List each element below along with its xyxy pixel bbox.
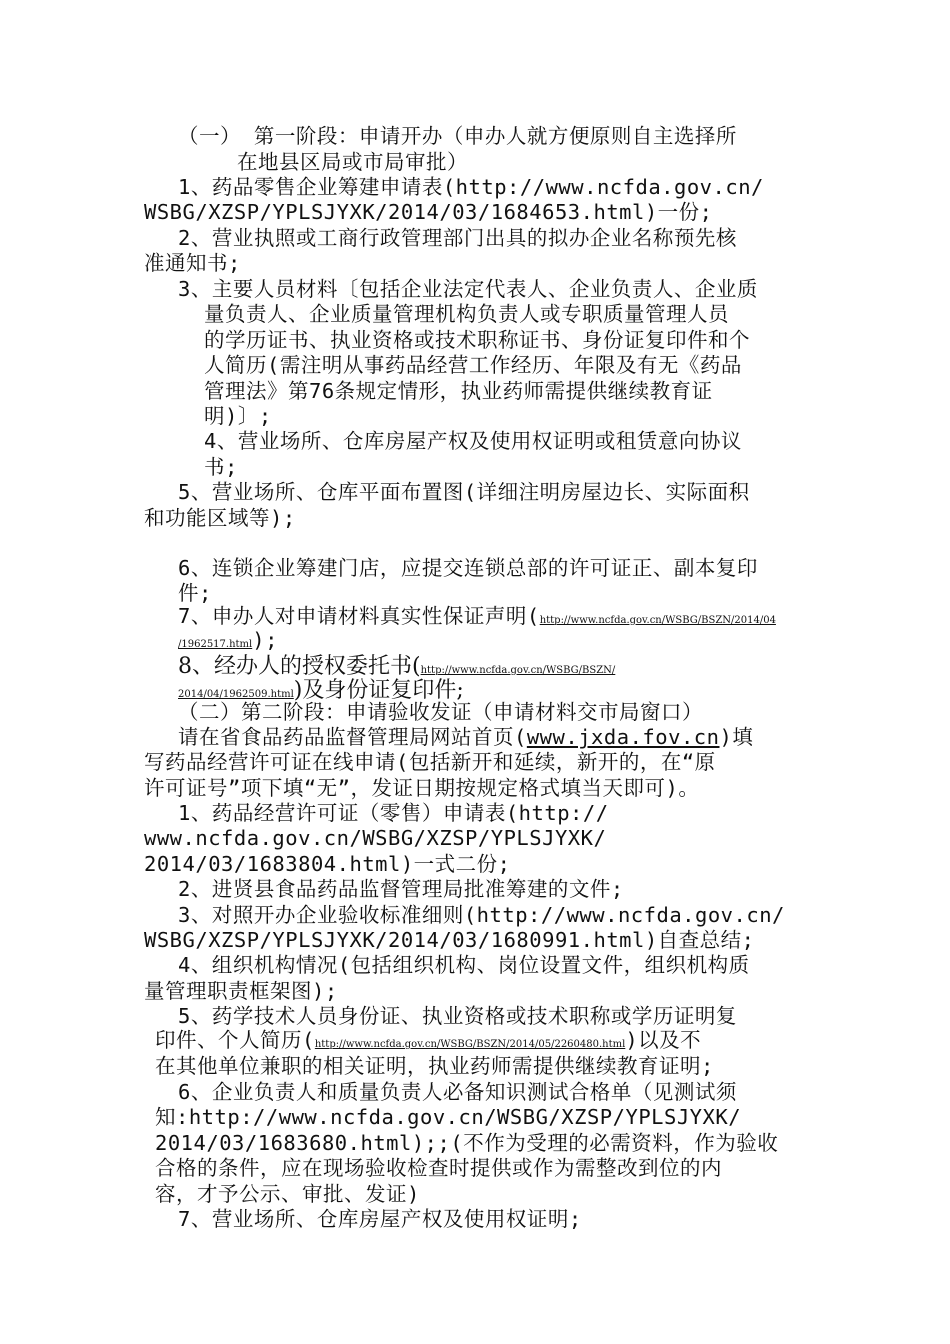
- item-1-2: 2、营业执照或工商行政管理部门出具的拟办企业名称预先核: [178, 226, 737, 250]
- stage2-intro-end: )填: [719, 725, 754, 749]
- stage2-intro-line2: 写药品经营许可证在线申请(包括新开和延续，新开的，在“原: [144, 750, 716, 774]
- item-2-1-line2: www.ncfda.gov.cn/WSBG/XZSP/YPLSJYXK/: [144, 826, 607, 850]
- item-1-8-text: 8、经办人的授权委托书(: [178, 654, 421, 679]
- item-1-3-line4: 人简历(需注明从事药品经营工作经历、年限及有无《药品: [204, 353, 742, 377]
- item-2-3-cont: WSBG/XZSP/YPLSJYXK/2014/03/1680991.html)自查总结;: [144, 928, 755, 952]
- item-1-2-cont: 准通知书;: [144, 251, 241, 275]
- item-1-5-cont: 和功能区域等);: [144, 506, 296, 530]
- stage2-intro-line3: 许可证号”项下填“无”，发证日期按规定格式填当天即可)。: [144, 776, 700, 800]
- item-1-3-line6: 明)〕;: [204, 404, 272, 428]
- item-1-7-end: );: [252, 628, 278, 652]
- item-1-8-end: )及身份证复印件;: [293, 678, 464, 703]
- item-2-5-link[interactable]: http://www.ncfda.gov.cn/WSBG/BSZN/2014/05/2260480.html: [314, 1039, 626, 1050]
- item-2-6-line2: 知:http://www.ncfda.gov.cn/WSBG/XZSP/YPLSJYXK/: [155, 1105, 742, 1129]
- item-2-6: 6、企业负责人和质量负责人必备知识测试合格单（见测试须: [178, 1080, 737, 1104]
- item-2-3: 3、对照开办企业验收标准细则(http://www.ncfda.gov.cn/: [178, 903, 785, 927]
- stage2-intro: [178, 725, 753, 749]
- item-2-5-text: 印件、个人简历(: [155, 1028, 315, 1052]
- item-1-3-line2: 量负责人、企业质量管理机构负责人或专职质量管理人员: [204, 302, 729, 326]
- item-1-1-cont: WSBG/XZSP/YPLSJYXK/2014/03/1684653.html)一份;: [144, 200, 713, 224]
- section-2-heading: （二）第二阶段：申请验收发证（申请材料交市局窗口）: [178, 700, 703, 724]
- item-2-1: 1、药品经营许可证（零售）申请表(http://: [178, 801, 609, 825]
- item-2-6-line3: 2014/03/1683680.html);;(不作为受理的必需资料，作为验收: [155, 1131, 779, 1155]
- item-1-7-link[interactable]: http://www.ncfda.gov.cn/WSBG/BSZN/2014/04: [539, 615, 776, 626]
- item-1-3-line3: 的学历证书、执业资格或技术职称证书、身份证复印件和个: [204, 328, 750, 352]
- item-1-8: [178, 654, 615, 679]
- item-1-7: [178, 604, 776, 628]
- item-1-4: 4、营业场所、仓库房屋产权及使用权证明或租赁意向协议: [204, 429, 742, 453]
- section-1-heading: （一） 第一阶段：申请开办（申办人就方便原则自主选择所: [178, 124, 737, 148]
- item-1-7-cont: [178, 628, 278, 652]
- item-1-7-link-cont[interactable]: /1962517.html: [178, 639, 253, 650]
- stage2-intro-text: 请在省食品药品监督管理局网站首页(: [178, 725, 527, 749]
- item-1-6-cont: 件;: [178, 581, 212, 605]
- item-2-4-cont: 量管理职责框架图);: [144, 979, 338, 1003]
- item-1-6: 6、连锁企业筹建门店，应提交连锁总部的许可证正、副本复印: [178, 556, 758, 580]
- item-1-4-cont: 书;: [204, 455, 238, 479]
- jxda-link[interactable]: www.jxda.fov.cn: [526, 725, 720, 749]
- item-2-6-line5: 容，才予公示、审批、发证): [155, 1182, 420, 1206]
- item-2-5: 5、药学技术人员身份证、执业资格或技术职称或学历证明复: [178, 1004, 737, 1028]
- item-1-8-link[interactable]: http://www.ncfda.gov.cn/WSBG/BSZN/: [420, 665, 616, 676]
- item-2-6-line4: 合格的条件，应在现场验收检查时提供或作为需整改到位的内: [155, 1156, 722, 1180]
- item-1-3-line5: 管理法》第76条规定情形，执业药师需提供继续教育证: [204, 379, 713, 403]
- item-2-1-line3: 2014/03/1683804.html)一式二份;: [144, 852, 511, 876]
- item-2-5-line2: [155, 1028, 701, 1052]
- item-1-7-text: 7、申办人对申请材料真实性保证声明(: [178, 604, 540, 628]
- item-2-7: 7、营业场所、仓库房屋产权及使用权证明;: [178, 1207, 582, 1231]
- item-2-5-line3: 在其他单位兼职的相关证明，执业药师需提供继续教育证明;: [155, 1054, 714, 1078]
- item-1-1: 1、药品零售企业筹建申请表(http://www.ncfda.gov.cn/: [178, 175, 764, 199]
- item-1-8-link-cont[interactable]: 2014/04/1962509.html: [178, 689, 294, 700]
- item-1-5: 5、营业场所、仓库平面布置图(详细注明房屋边长、实际面积: [178, 480, 750, 504]
- item-1-3: 3、主要人员材料〔包括企业法定代表人、企业负责人、企业质: [178, 277, 758, 301]
- item-2-4: 4、组织机构情况(包括组织机构、岗位设置文件，组织机构质: [178, 953, 750, 977]
- item-2-2: 2、进贤县食品药品监督管理局批准筹建的文件;: [178, 877, 624, 901]
- section-1-heading-cont: 在地县区局或市局审批）: [237, 150, 468, 174]
- item-2-5-end: )以及不: [625, 1028, 702, 1052]
